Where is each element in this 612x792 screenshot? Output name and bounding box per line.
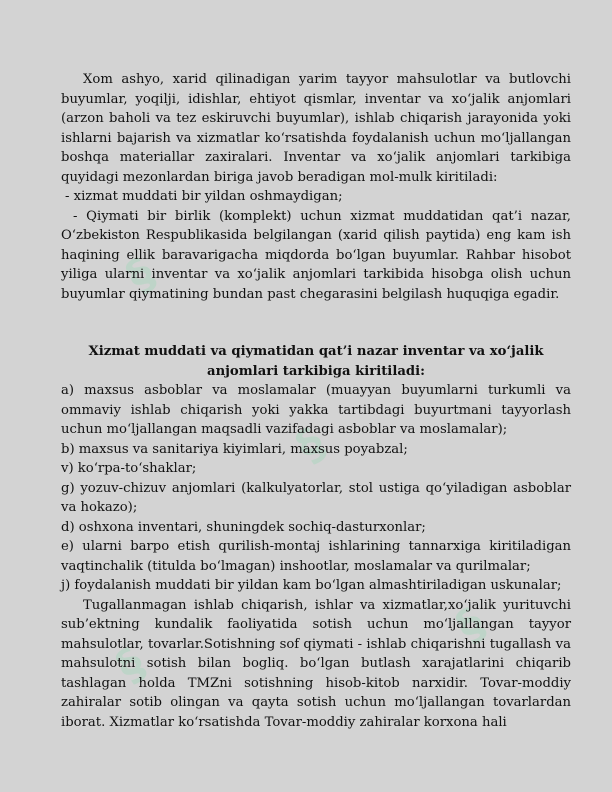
watermark-mark: § — [107, 638, 155, 693]
list-item: d) oshxona inventari, shuningdek sochiq-dasturxonlar; — [61, 519, 426, 535]
list-item: g) yozuv-chizuv anjomlari (kalkulyatorlar, stol ustiga qo‘yiladigan asboblar va hokazo); — [61, 480, 571, 515]
watermark-mark: § — [117, 248, 165, 303]
list-item: e) ularni barpo etish qurilish-montaj ishlarining tannarxiga kiritiladigan vaqtinchalik (titulda bo‘lmagan) inshootlar, moslamalar va qurilmalar; — [61, 539, 571, 574]
watermark-mark: § — [447, 598, 495, 653]
criterion-item: - xizmat muddati bir yildan oshmaydigan; — [65, 189, 343, 204]
section-heading: Xizmat muddati va qiymatidan qat’i nazar inventar va xo‘jalik anjomlari tarkibiga kiritiladi: — [88, 344, 544, 379]
watermark-mark: § — [287, 418, 335, 473]
list-item: a) maxsus asboblar va moslamalar (muayyan buyumlarni turkumli va ommaviy ishlab chiqarish yoki yakka tartibdagi buyurtmani tayyorlash uchun mo‘ljallangan maqsadli vazifadagi asboblar va moslamalar); — [61, 383, 571, 437]
list-item: b) maxsus va sanitariya kiyimlari, maxsus poyabzal; — [61, 441, 408, 457]
body-paragraph: Tugallanmagan ishlab chiqarish, ishlar va xizmatlar,xo‘jalik yurituvchi sub’ektning kundalik faoliyatida sotish uchun mo‘ljallangan tayyor mahsulotlar, tovarlar.Sotishning sof qiymati - ishlab chiqarishni tugallash va mahsulotni sotish bilan bogliq. bo‘lgan butlash xarajatlarini chiqarib tashlagan holda TMZni sotishning hisob-kitob narxidir. Tovar-moddiy zahiralar sotib olingan va qayta sotish uchun mo‘ljallangan tovarlardan iborat. Xizmatlar ko‘rsatishda Tovar-moddiy zahiralar korxona hali — [61, 597, 571, 730]
list-item: v) ko‘rpa-to‘shaklar; — [61, 461, 197, 476]
criterion-item: - Qiymati bir birlik (komplekt) uchun xizmat muddatidan qat’i nazar, O‘zbekiston Respublikasida belgilangan (xarid qilish paytida) eng kam ish haqining ellik baravarigacha miqdorda bo‘lgan buyumlar. Rahbar hisobot yiliga ularni inventar va xo‘jalik anjomlari tarkibida hisobga olish uchun buyumlar qiymatining bundan past chegarasini belgilash huquqiga egadir. — [61, 208, 571, 302]
list-item: j) foydalanish muddati bir yildan kam bo‘lgan almashtiriladigan uskunalar; — [61, 578, 562, 593]
document-page — [61, 70, 571, 732]
body-paragraph: Xom ashyo, xarid qilinadigan yarim tayyor mahsulotlar va butlovchi buyumlar, yoqilji, idishlar, ehtiyot qismlar, inventar va xo‘jalik anjomlari (arzon baholi va tez eskiruvchi buyumlar), ishlab chiqarish jarayonida yoki ishlarni bajarish va xizmatlar ko‘rsatishda foydalanish uchun mo‘ljallangan boshqa materiallar zaxiralari. Inventar va xo‘jalik anjomlari tarkibiga quyidagi mezonlardan biriga javob beradigan mol-mulk kiritiladi: — [61, 72, 571, 185]
section-gap — [61, 304, 571, 342]
